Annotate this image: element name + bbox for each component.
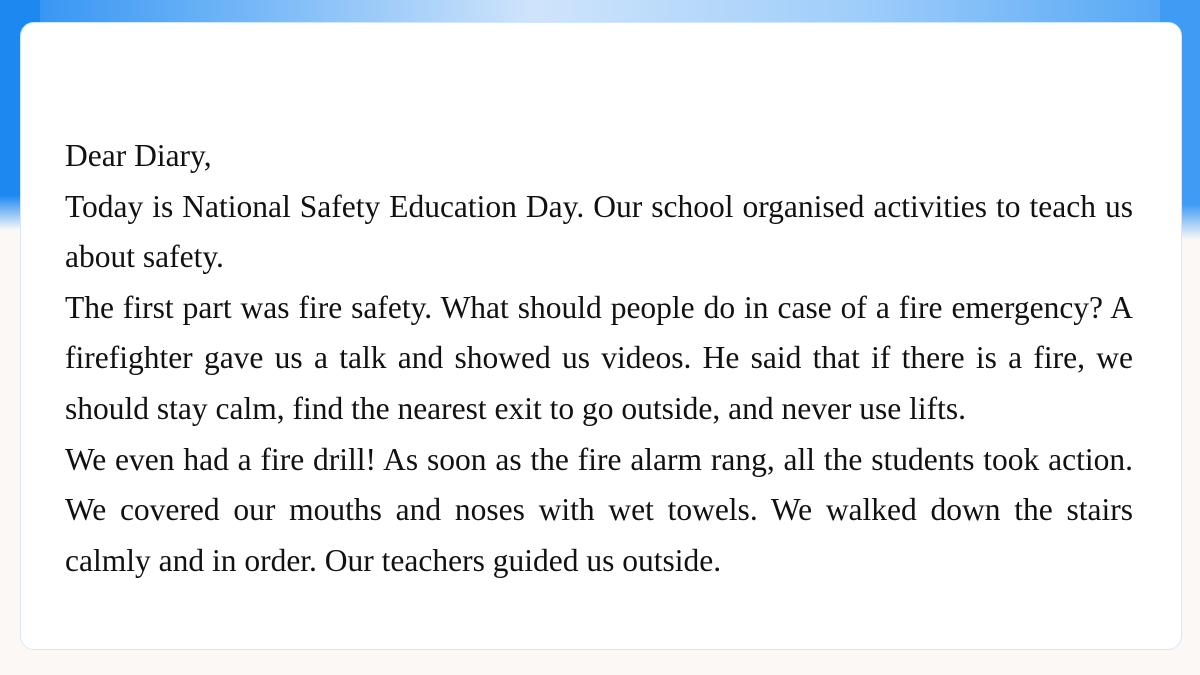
diary-card [20,22,1182,650]
diary-paragraph: We even had a fire drill! As soon as the fire alarm rang, all the students took action. We covered our mouths and noses with wet towels. We walked down the stairs calmly and in order. Our teachers guided us outside. [65,441,1133,578]
diary-greeting: Dear Diary, [65,138,212,173]
diary-paragraph: The first part was fire safety. What should people do in case of a fire emergency? A firefighter gave us a talk and showed us videos. He said that if there is a fire, we should stay calm, find the nearest exit to go outside, and never use lifts. [65,289,1133,426]
diary-paragraph: Today is National Safety Education Day. Our school organised activities to teach us about safety. [65,188,1133,275]
diary-text [65,131,1133,586]
